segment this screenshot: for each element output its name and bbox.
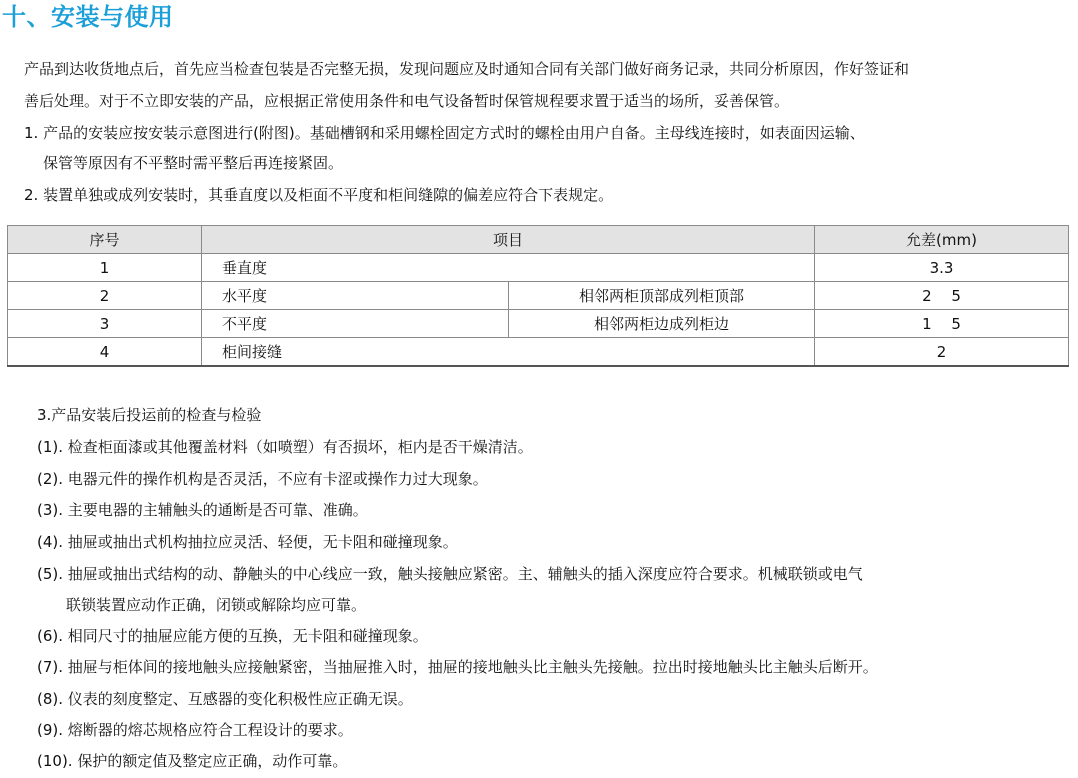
table-row — [8, 338, 1069, 367]
check-item: (3). 主要电器的主辅触头的通断是否可靠、准确。 — [37, 501, 368, 519]
check-item-continuation: 联锁装置应动作正确，闭锁或解除均应可靠。 — [66, 596, 367, 614]
row-sub-item: 相邻两柜顶部成列柜顶部 — [509, 282, 815, 310]
checks-heading: 3.产品安装后投运前的检查与检验 — [37, 406, 262, 424]
table-row — [8, 254, 1069, 282]
check-item: (1). 检查柜面漆或其他覆盖材料（如喷塑）有否损坏，柜内是否干燥清洁。 — [37, 438, 533, 456]
row-item: 垂直度 — [202, 254, 815, 282]
check-item: (6). 相同尺寸的抽屉应能方便的互换，无卡阻和碰撞现象。 — [37, 627, 428, 645]
intro-line-1: 产品到达收货地点后，首先应当检查包装是否完整无损，发现问题应及时通知合同有关部门做好商务记录，共同分析原因，作好签证和 — [24, 60, 910, 78]
header-no: 序号 — [8, 226, 202, 254]
row-no: 3 — [8, 310, 202, 338]
row-no: 4 — [8, 338, 202, 367]
header-tolerance: 允差(mm) — [815, 226, 1069, 254]
header-item: 项目 — [202, 226, 815, 254]
tolerance-table — [7, 225, 1069, 367]
check-item: (8). 仪表的刻度整定、互感器的变化积极性应正确无误。 — [37, 690, 413, 708]
table-header-row — [8, 226, 1069, 254]
check-item: (9). 熔断器的熔芯规格应符合工程设计的要求。 — [37, 721, 353, 739]
row-item: 水平度 — [202, 282, 509, 310]
row-item: 不平度 — [202, 310, 509, 338]
check-item: (4). 抽屉或抽出式机构抽拉应灵活、轻便，无卡阻和碰撞现象。 — [37, 533, 458, 551]
check-item: (7). 抽屉与柜体间的接地触头应接触紧密，当抽屉推入时，抽屉的接地触头比主触头先接触。拉出时接地触头比主触头后断开。 — [37, 658, 878, 676]
table-row — [8, 310, 1069, 338]
check-item: (10). 保护的额定值及整定应正确，动作可靠。 — [37, 752, 348, 770]
step-1-line-1: 1. 产品的安装应按安装示意图进行(附图)。基础槽钢和采用螺栓固定方式时的螺栓由用户自备。主母线连接时，如表面因运输、 — [24, 124, 865, 142]
check-item: (5). 抽屉或抽出式结构的动、静触头的中心线应一致，触头接触应紧密。主、辅触头的插入深度应符合要求。机械联锁或电气 — [37, 565, 863, 583]
row-no: 1 — [8, 254, 202, 282]
row-tolerance: 1 5 — [815, 310, 1069, 338]
check-item: (2). 电器元件的操作机构是否灵活，不应有卡涩或操作力过大现象。 — [37, 470, 488, 488]
row-tolerance: 3.3 — [815, 254, 1069, 282]
row-item: 柜间接缝 — [202, 338, 815, 367]
row-tolerance: 2 5 — [815, 282, 1069, 310]
section-title: 十、安装与使用 — [2, 3, 174, 31]
row-sub-item: 相邻两柜边成列柜边 — [509, 310, 815, 338]
row-tolerance: 2 — [815, 338, 1069, 367]
step-1-line-2: 保管等原因有不平整时需平整后再连接紧固。 — [43, 154, 344, 172]
row-no: 2 — [8, 282, 202, 310]
table-row — [8, 282, 1069, 310]
step-2: 2. 装置单独或成列安装时，其垂直度以及柜面不平度和柜间缝隙的偏差应符合下表规定。 — [24, 186, 614, 204]
intro-line-2: 善后处理。对于不立即安装的产品，应根据正常使用条件和电气设备暂时保管规程要求置于适当的场所，妥善保管。 — [24, 92, 790, 110]
